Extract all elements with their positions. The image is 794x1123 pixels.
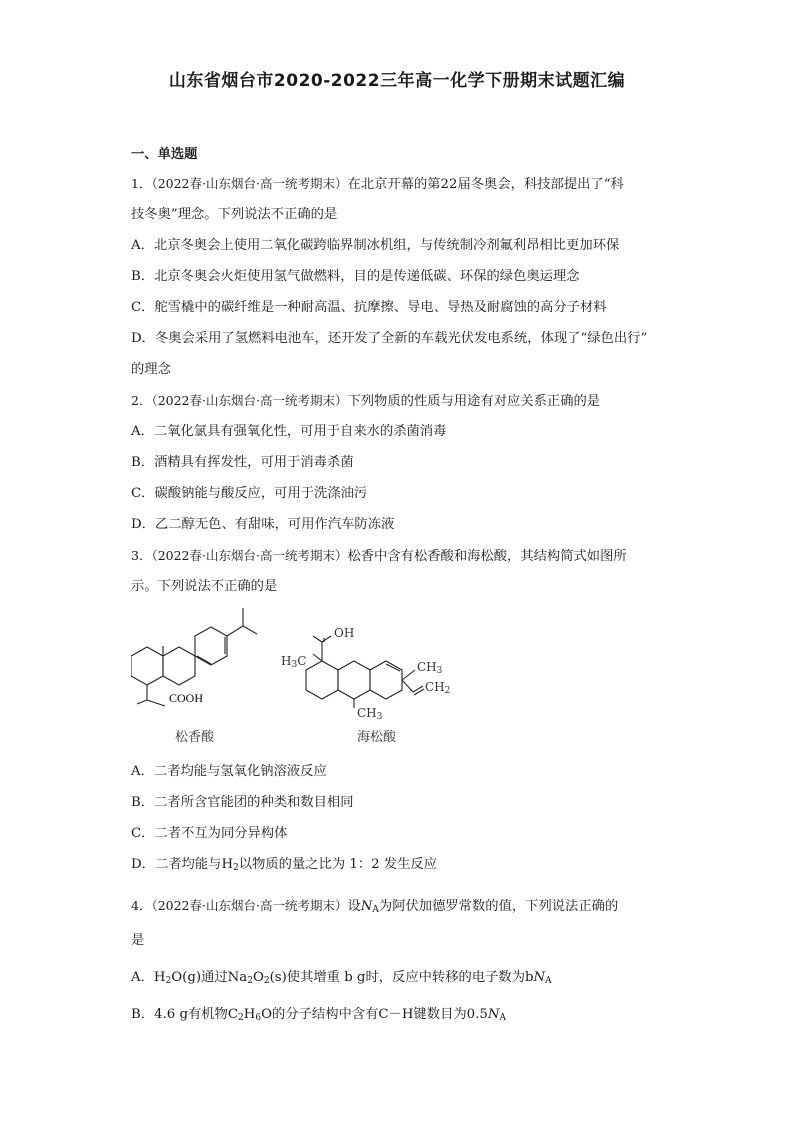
q3-option-d: D．二者均能与$H_2$以物质的量之比为 1：2 发生反应 <box>131 857 438 873</box>
q3-option-c: C．二者不互为同分异构体 <box>131 826 288 841</box>
q2-option-b: B．酒精具有挥发性，可用于消毒杀菌 <box>131 455 354 470</box>
q3-structure-figure <box>131 604 671 752</box>
q2-option-d: D．乙二醇无色、有甜味，可用作汽车防冻液 <box>131 517 395 532</box>
q2-option-a: A．二氧化氯具有强氧化性，可用于自来水的杀菌消毒 <box>131 424 447 439</box>
q1-source: 1．（2022春·山东烟台·高一统考期末） <box>131 176 348 191</box>
q1-stem-line1 <box>131 168 671 199</box>
pimaric-ch2-label: $CH_2$ <box>425 680 451 696</box>
abietic-acid-caption: 松香酸 <box>175 730 215 745</box>
pimaric-h3c-label: $H_3C$ <box>281 654 307 670</box>
page-title: 山东省烟台市2020-2022三年高一化学下册期末试题汇编 <box>168 71 626 91</box>
pimaric-oh-label: OH <box>334 626 355 640</box>
q4-option-b: B．4.6 g有机物$C_2H_6O$的分子结构中含有C－H键数目为$0.5N_A$ <box>131 1007 506 1023</box>
q2-stem: 下列物质的性质与用途有对应关系正确的是 <box>347 394 601 409</box>
q3-stem-line1 <box>131 540 671 571</box>
pimaric-ch3-bottom-label: $CH_3$ <box>357 706 383 722</box>
pimaric-acid-caption: 海松酸 <box>357 730 397 745</box>
q2-stem-line <box>131 385 671 416</box>
q1-stem-line2: 技冬奥”理念。下列说法不正确的是 <box>131 207 338 222</box>
q3-option-a: A．二者均能与氢氧化钠溶液反应 <box>131 764 327 779</box>
q1-stem: 在北京开幕的第22届冬奥会，科技部提出了“科 <box>347 177 624 192</box>
q1-option-b: B．北京冬奥会火炬使用氢气做燃料，目的是传递低碳、环保的绿色奥运理念 <box>131 269 580 284</box>
q1-option-d-cont: 的理念 <box>131 362 171 377</box>
abietic-cooh-label: COOH <box>169 691 204 705</box>
q2-source: 2．（2022春·山东烟台·高一统考期末） <box>131 393 348 408</box>
q4-stem-line1: 4．（2022春·山东烟台·高一统考期末）设$N_A$为阿伏加德罗常数的值，下列说法正确的 <box>131 898 619 915</box>
pimaric-acid-skeleton <box>306 636 424 708</box>
q1-option-d: D．冬奥会采用了氢燃料电池车，还开发了全新的车载光伏发电系统，体现了“绿色出行” <box>131 331 648 346</box>
section-heading: 一、单选题 <box>131 147 198 162</box>
question-list <box>131 142 671 1030</box>
q3-source: 3．（2022春·山东烟台·高一统考期末） <box>131 548 348 563</box>
q1-option-c: C．舵雪橇中的碳纤维是一种耐高温、抗摩擦、导电、导热及耐腐蚀的高分子材料 <box>131 300 607 315</box>
q2-option-c: C．碳酸钠能与酸反应，可用于洗涤油污 <box>131 486 368 501</box>
q3-stem: 松香中含有松香酸和海松酸，其结构简式如图所 <box>347 549 627 564</box>
q3-option-b: B．二者所含官能团的种类和数目相同 <box>131 795 354 810</box>
q4-source: 4．（2022春·山东烟台·高一统考期末） <box>131 898 348 913</box>
q4-option-a: A．$H_2O(g)$通过$Na_2O_2(s)$使其增重 b g时，反应中转移的电子数为$bN_A$ <box>131 970 552 986</box>
q3-stem-line2: 示。下列说法不正确的是 <box>131 579 278 594</box>
pimaric-ch3-top-label: $CH_3$ <box>417 660 443 676</box>
q4-stem-line2: 是 <box>131 933 145 948</box>
q1-option-a: A．北京冬奥会上使用二氧化碳跨临界制冰机组，与传统制冷剂氟利昂相比更加环保 <box>131 238 620 253</box>
